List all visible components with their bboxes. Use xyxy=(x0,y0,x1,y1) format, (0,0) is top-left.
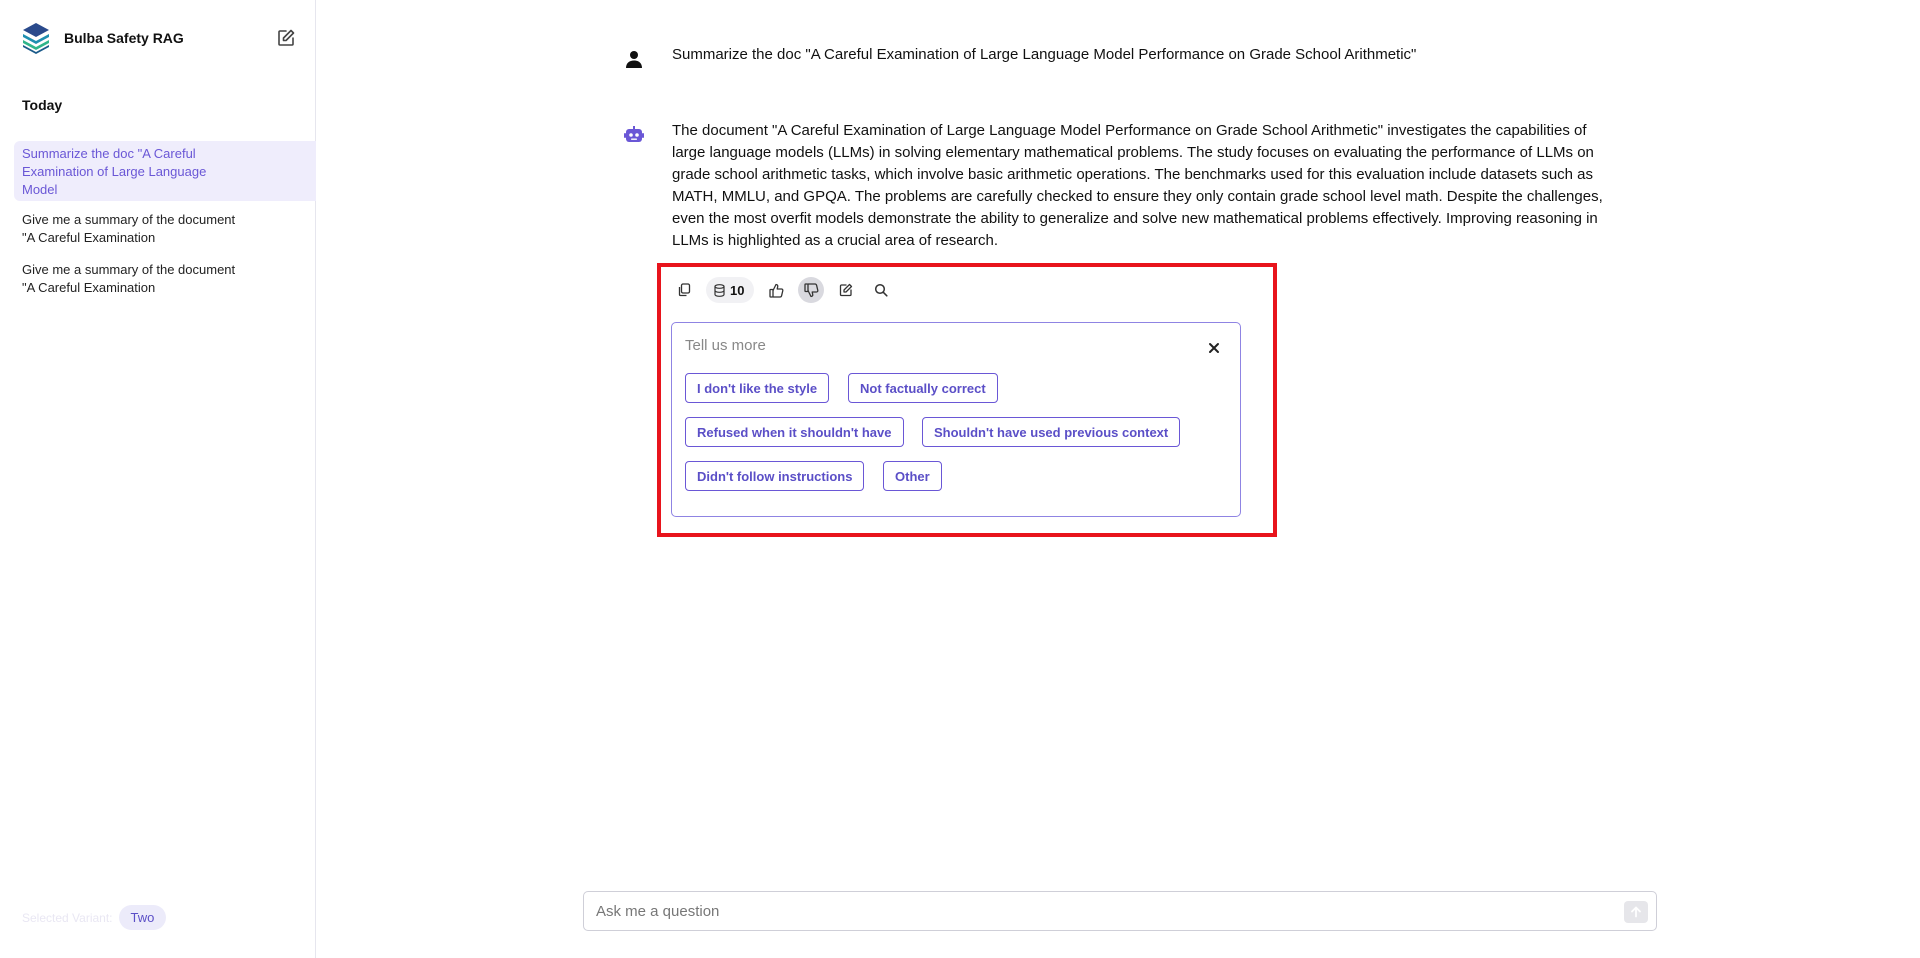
history-item[interactable] xyxy=(14,257,316,301)
feedback-panel xyxy=(671,322,1241,517)
history-item-label: Give me a summary of the document "A Careful Examination xyxy=(22,262,236,295)
sources-button[interactable] xyxy=(706,277,754,303)
history-list xyxy=(14,141,316,301)
history-item[interactable] xyxy=(14,207,316,251)
variant-selector xyxy=(22,905,166,930)
user-message xyxy=(620,44,1416,72)
feedback-option-previous-context[interactable]: Shouldn't have used previous context xyxy=(922,417,1180,447)
brand[interactable] xyxy=(22,22,184,54)
database-icon xyxy=(714,284,725,297)
question-input[interactable] xyxy=(596,900,1576,922)
user-message-text: Summarize the doc "A Careful Examination of Large Language Model Performance on Grade School Arithmetic" xyxy=(672,46,1417,63)
thumbs-down-icon xyxy=(804,283,819,298)
edit-icon xyxy=(839,283,853,297)
sidebar xyxy=(0,0,316,958)
thumbs-up-button[interactable] xyxy=(763,277,789,303)
feedback-option-style[interactable]: I don't like the style xyxy=(685,373,829,403)
chat-input-bar xyxy=(583,891,1657,931)
variant-badge[interactable]: Two xyxy=(119,905,167,930)
new-chat-edit-icon[interactable] xyxy=(276,28,296,48)
feedback-prompt[interactable]: Tell us more xyxy=(685,337,766,354)
edit-button[interactable] xyxy=(833,277,859,303)
assistant-message xyxy=(620,120,1622,252)
user-avatar xyxy=(620,44,648,72)
variant-label: Selected Variant: xyxy=(22,910,113,925)
app-title: Bulba Safety RAG xyxy=(64,30,184,46)
close-icon[interactable] xyxy=(1207,341,1221,355)
user-icon xyxy=(626,50,642,68)
feedback-option-refused[interactable]: Refused when it shouldn't have xyxy=(685,417,904,447)
thumbs-up-icon xyxy=(769,283,784,298)
history-item[interactable] xyxy=(14,141,316,201)
message-toolbar xyxy=(671,277,903,303)
assistant-avatar xyxy=(620,120,648,148)
search-button[interactable] xyxy=(868,277,894,303)
history-item-label: Summarize the doc "A Careful Examination of Large Language Model xyxy=(22,146,207,197)
thumbs-down-button[interactable] xyxy=(798,277,824,303)
sources-count: 10 xyxy=(730,282,745,298)
arrow-up-icon xyxy=(1630,906,1642,918)
copy-button[interactable] xyxy=(671,277,697,303)
feedback-option-other[interactable]: Other xyxy=(883,461,942,491)
layers-logo-icon xyxy=(22,22,50,54)
assistant-message-text: The document "A Careful Examination of Large Language Model Performance on Grade School Arithmetic" investigates the capabilities of large language models (LLMs) in solving elementary mathematical problems. The study focuses on evaluating the performance of LLMs on grade school arithmetic tasks, which involve basic arithmetic operations. The benchmarks used for this evaluation include datasets such as MATH, MMLU, and GPQA. The problems are carefully checked to ensure they only contain grade school level math. Despite the challenges, even the most overfit models demonstrate the ability to generalize and solve new mathematical problems effectively. Improving reasoning in LLMs is highlighted as a crucial area of research. xyxy=(672,122,1603,249)
feedback-option-not-factual[interactable]: Not factually correct xyxy=(848,373,998,403)
history-item-label: Give me a summary of the document "A Careful Examination xyxy=(22,212,236,245)
search-icon xyxy=(874,283,888,297)
copy-icon xyxy=(677,283,691,297)
feedback-option-instructions[interactable]: Didn't follow instructions xyxy=(685,461,864,491)
send-button[interactable] xyxy=(1624,901,1648,923)
history-section-label: Today xyxy=(22,97,63,113)
robot-icon xyxy=(624,126,644,144)
